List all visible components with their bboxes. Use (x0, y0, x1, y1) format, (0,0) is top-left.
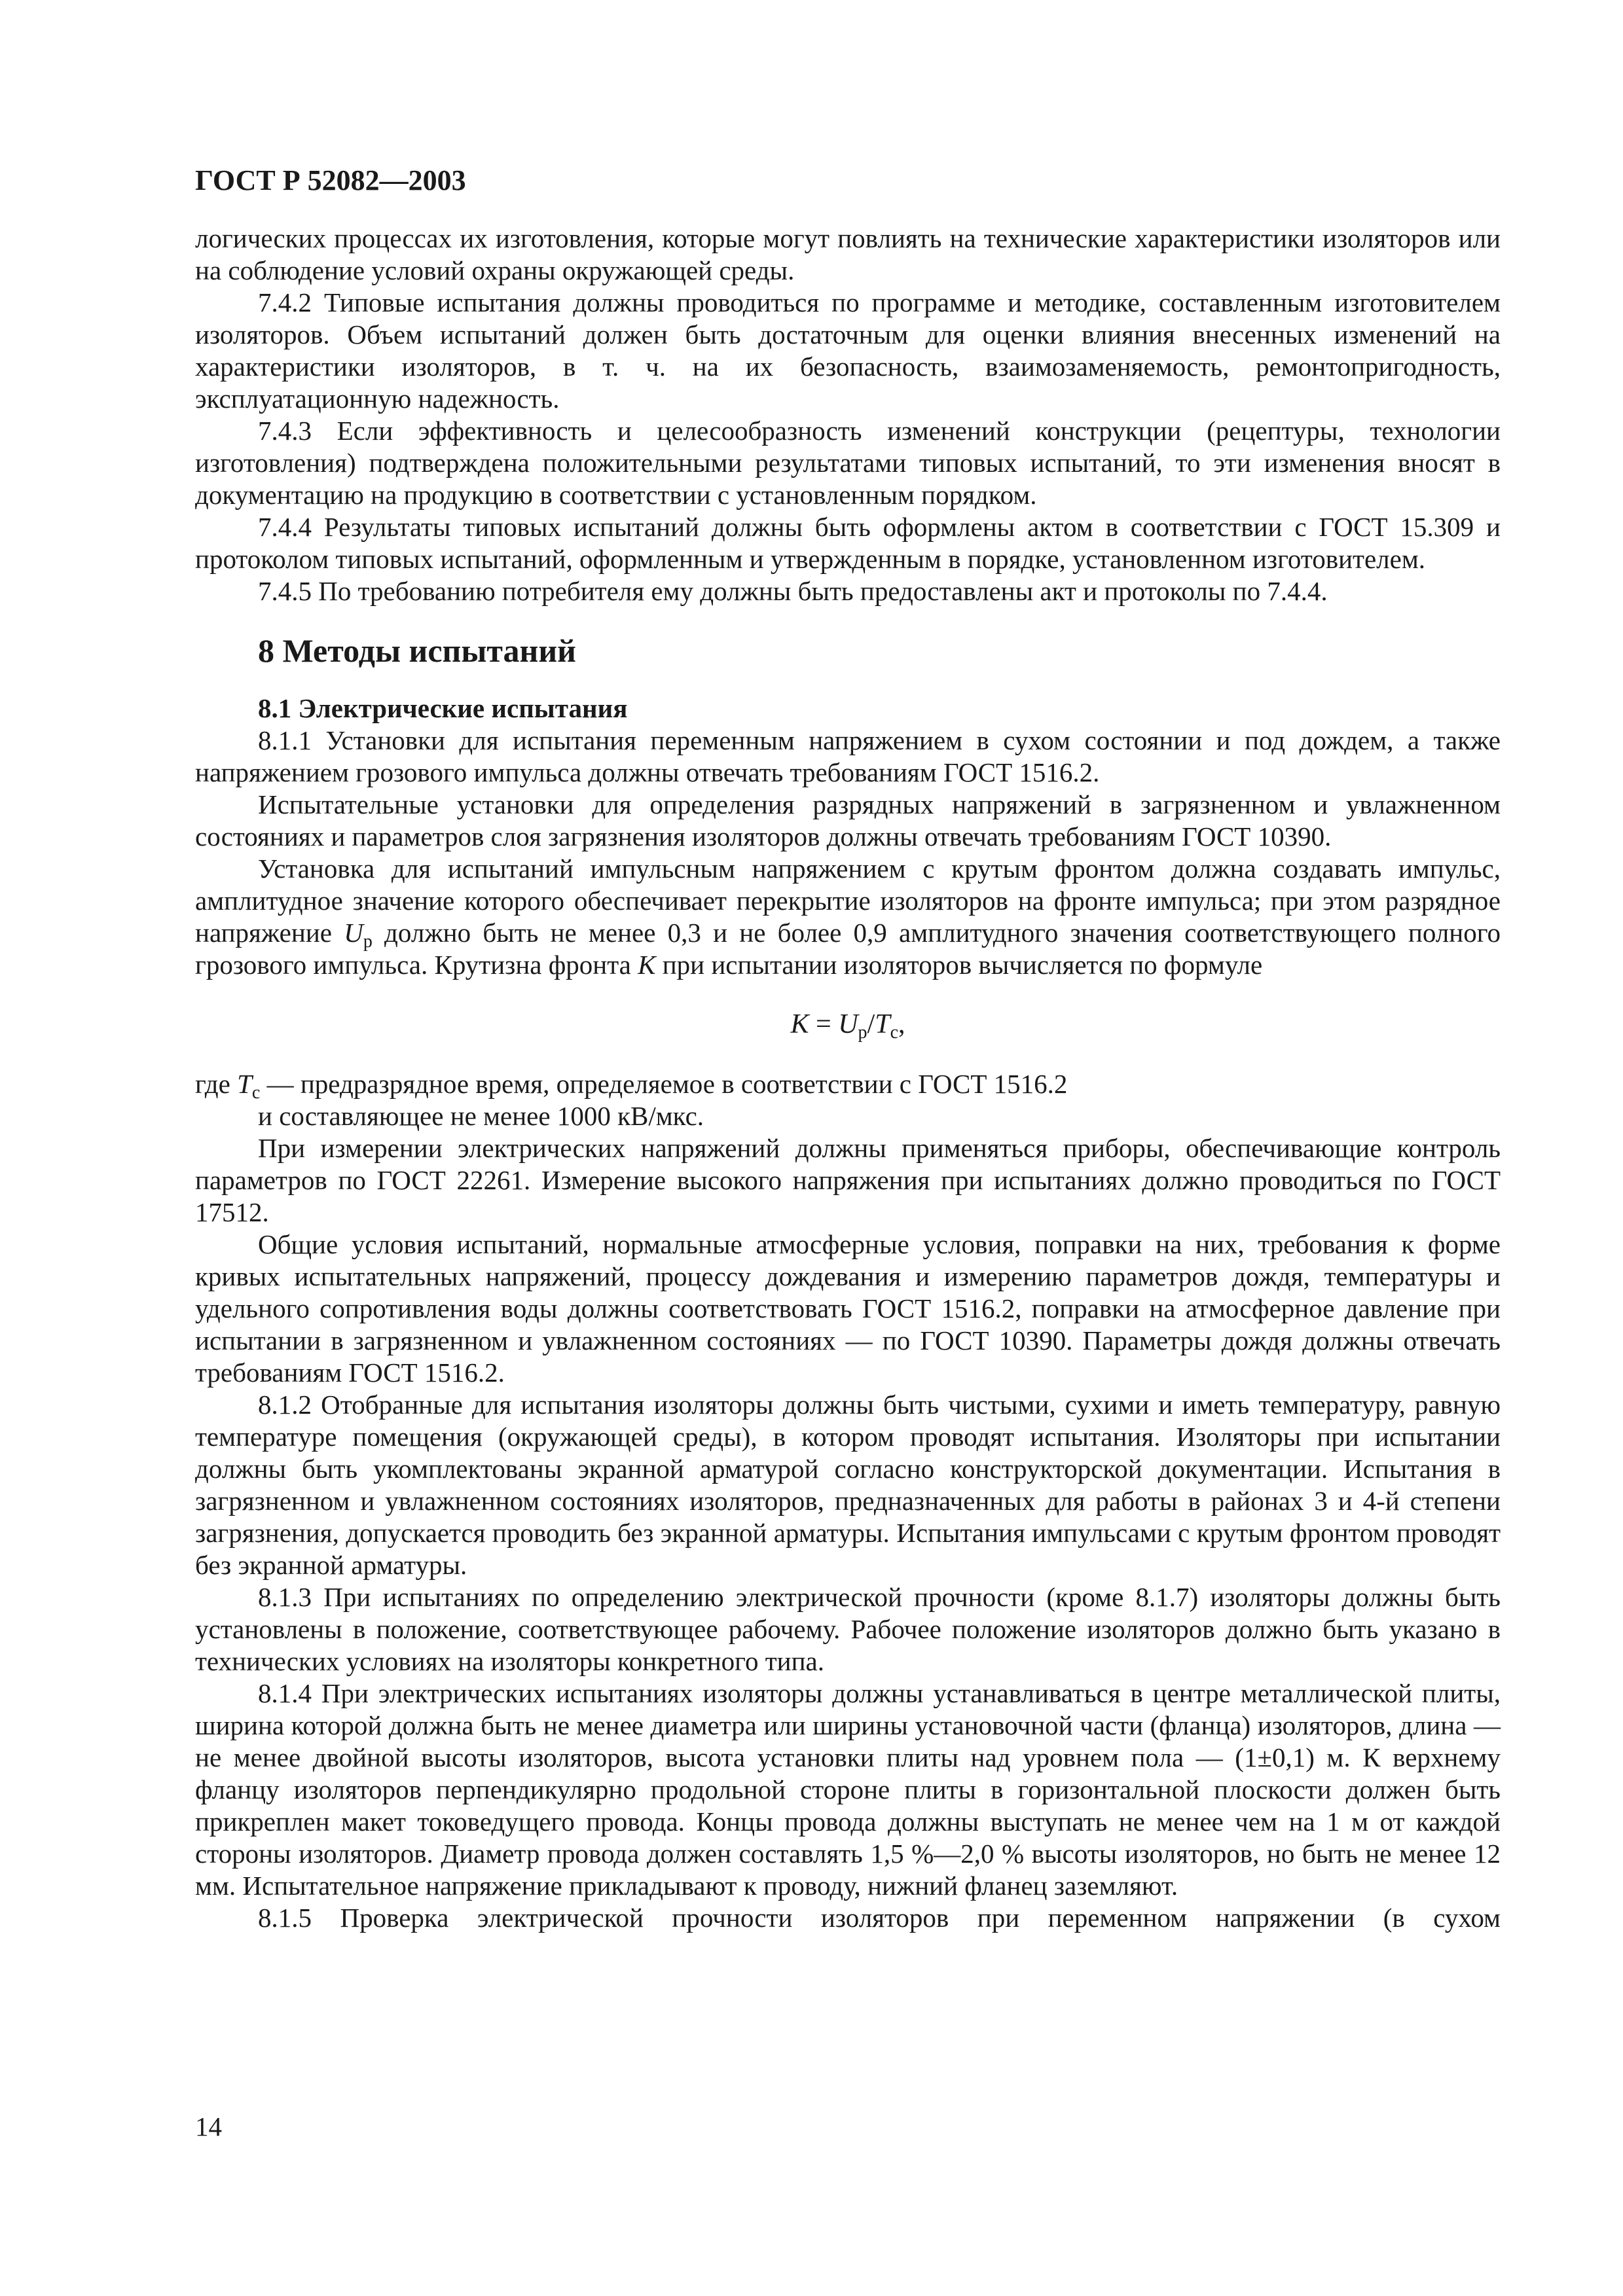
text-run: Установка для испытаний импульсным напряжением с крутым фронтом должна создавать импульс, амплитудное значение которого обеспечивает перекрытие изоляторов на фронте импульса; при этом разрядное напряжение (195, 853, 1501, 948)
formula-u: U (838, 1009, 858, 1039)
var-k: K (638, 950, 656, 980)
paragraph-test-installations: Испытательные установки для определения разрядных напряжений в загрязненном и увлажненном состояниях и параметров слоя загрязнения изоляторов должны отвечать требованиям ГОСТ 10390. (195, 789, 1501, 852)
formula (195, 1009, 1501, 1041)
document-page (195, 164, 1501, 2142)
where-text: — предразрядное время, определяемое в соответствии с ГОСТ 1516.2 (260, 1069, 1068, 1099)
formula-tail: , (898, 1009, 905, 1039)
paragraph-7-4-3: 7.4.3 Если эффективность и целесообразность изменений конструкции (рецептуры, технологии изготовления) подтверждена положительными результатами типовых испытаний, то эти изменения вносят в документацию на продукцию в соответствии с установленным порядком. (195, 416, 1501, 510)
text-run: при испытании изоляторов вычисляется по формуле (655, 950, 1263, 980)
document-header: ГОСТ Р 52082—2003 (195, 164, 466, 196)
text-run: должно быть не менее 0,3 и не более 0,9 амплитудного значения соответствующего полного грозового импульса. Крутизна фронта (195, 918, 1501, 980)
paragraph-measurement: При измерении электрических напряжений должны применяться приборы, обеспечивающие контроль параметров по ГОСТ 22261. Измерение высокого напряжения при испытаниях должно проводиться по ГОСТ 17512. (195, 1133, 1501, 1227)
var-u: U (344, 918, 363, 948)
paragraph-8-1-4: 8.1.4 При электрических испытаниях изоляторы должны устанавливаться в центре металлической плиты, ширина которой должна быть не менее диаметра или ширины установочной части (фланца) изоляторов, длина — не менее двойной высоты изоляторов, высота установки плиты над уровнем пола — (1±0,1) м. К верхнему фланцу изоляторов перпендикулярно продольной стороне плиты в горизонтальной плоскости должен быть прикреплен макет токоведущего провода. Концы провода должны выступать не менее чем на 1 м от каждой стороны изоляторов. Диаметр провода должен составлять 1,5 %—2,0 % высоты изоляторов, но быть не менее 12 мм. Испытательное напряжение прикладывают к проводу, нижний фланец заземляют. (195, 1678, 1501, 1901)
formula-t-sub: с (890, 1022, 898, 1043)
where-prefix: где (195, 1069, 238, 1099)
paragraph-7-4-2: 7.4.2 Типовые испытания должны проводиться по программе и методике, составленным изготовителем изоляторов. Объем испытаний должен быть достаточным для оценки влияния внесенных изменений на характеристики изоляторов, в т. ч. на их безопасность, взаимозаменяемость, ремонтопригодность, эксплуатационную надежность. (195, 287, 1501, 414)
paragraph-8-1-3: 8.1.3 При испытаниях по определению электрической прочности (кроме 8.1.7) изоляторы должны быть установлены в положение, соответствующее рабочему. Рабочее положение изоляторов должно быть указано в технических условиях на изоляторы конкретного типа. (195, 1582, 1501, 1676)
formula-eq: = (809, 1009, 839, 1039)
formula-u-sub: р (858, 1022, 867, 1043)
paragraph-8-1-1: 8.1.1 Установки для испытания переменным напряжением в сухом состоянии и под дождем, а также напряжением грозового импульса должны отвечать требованиям ГОСТ 1516.2. (195, 725, 1501, 787)
formula-k: K (790, 1009, 809, 1039)
paragraph-general-conditions: Общие условия испытаний, нормальные атмосферные условия, поправки на них, требования к форме кривых испытательных напряжений, процессу дождевания и измерению параметров дождя, температуры и удельного сопротивления воды должны соответствовать ГОСТ 1516.2, поправки на атмосферное давление при испытании в загрязненном и увлажненном состояниях — по ГОСТ 10390. Параметры дождя должны отвечать требованиям ГОСТ 1516.2. (195, 1229, 1501, 1388)
where-t: T (237, 1069, 252, 1099)
paragraph-steep-front (195, 853, 1501, 981)
sub-p: р (363, 931, 373, 952)
paragraph-7-4-4: 7.4.4 Результаты типовых испытаний должны быть оформлены актом в соответствии с ГОСТ 15.309 и протоколом типовых испытаний, оформленным и утвержденным в порядке, установленном изготовителем. (195, 512, 1501, 574)
section-title: 8 Методы испытаний (258, 632, 576, 669)
page-number: 14 (195, 2111, 222, 2142)
subsection-title: 8.1 Электрические испытания (258, 693, 628, 723)
paragraph-8-1-5: 8.1.5 Проверка электрической прочности изоляторов при переменном напряжении (в сухом (258, 1903, 1501, 1933)
where-line (195, 1068, 1501, 1103)
paragraph: логических процессах их изготовления, которые могут повлиять на технические характеристики изоляторов или на соблюдение условий охраны окружающей среды. (195, 223, 1501, 285)
formula-t: T (875, 1009, 890, 1039)
formula-slash: / (867, 1009, 875, 1039)
where-line-2: и составляющее не менее 1000 кВ/мкс. (258, 1101, 704, 1131)
where-t-sub: с (251, 1083, 261, 1103)
paragraph-7-4-5: 7.4.5 По требованию потребителя ему должны быть предоставлены акт и протоколы по 7.4.4. (258, 576, 1328, 606)
paragraph-8-1-2: 8.1.2 Отобранные для испытания изоляторы должны быть чистыми, сухими и иметь температуру, равную температуре помещения (окружающей среды), в котором проводят испытания. Изоляторы при испытании должны быть укомплектованы экранной арматурой согласно конструкторской документации. Испытания в загрязненном и увлажненном состояниях изоляторов, предназначенных для работы в районах 3 и 4-й степени загрязнения, допускается проводить без экранной арматуры. Испытания импульсами с крутым фронтом проводят без экранной арматуры. (195, 1390, 1501, 1580)
